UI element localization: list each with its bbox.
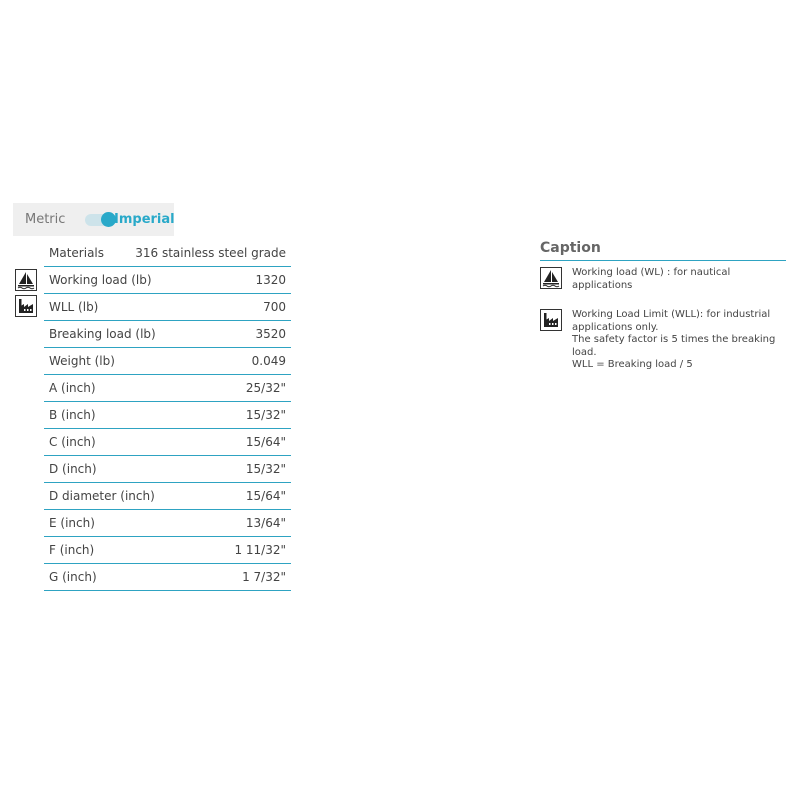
- spec-value: 1 11/32": [234, 543, 286, 557]
- spec-value: 1320: [255, 273, 286, 287]
- spec-value: 13/64": [245, 516, 286, 530]
- spec-label: D diameter (inch): [49, 489, 155, 503]
- spec-row-materials: [44, 240, 291, 267]
- spec-row-weight: [44, 348, 291, 375]
- spec-row-a: [44, 375, 291, 402]
- spec-label: Materials: [49, 246, 105, 260]
- spec-label: Breaking load (lb): [49, 327, 156, 341]
- spec-row-f: [44, 537, 291, 564]
- factory-icon: [15, 295, 37, 317]
- spec-label: E (inch): [49, 516, 95, 530]
- spec-value: 15/64": [245, 489, 286, 503]
- spec-value: 25/32": [245, 381, 286, 395]
- spec-row-e: [44, 510, 291, 537]
- spec-value: 700: [263, 300, 286, 314]
- spec-row-wll: [44, 294, 291, 321]
- spec-value: 15/32": [245, 408, 286, 422]
- spec-value: 3520: [255, 327, 286, 341]
- spec-label: Weight (lb): [49, 354, 115, 368]
- spec-label: F (inch): [49, 543, 95, 557]
- caption-item-working-load: [540, 267, 786, 292]
- spec-row-working-load: [44, 267, 291, 294]
- caption-panel: [540, 240, 786, 372]
- spec-label: A (inch): [49, 381, 96, 395]
- spec-value: 15/32": [245, 462, 286, 476]
- caption-text: Working load (WL) : for nautical: [572, 267, 731, 278]
- caption-text: The safety factor is 5 times the breaking: [572, 334, 776, 345]
- sailboat-icon: [15, 269, 37, 291]
- spec-label: WLL (lb): [49, 300, 99, 314]
- caption-text: load.: [572, 346, 597, 358]
- spec-label: C (inch): [49, 435, 96, 449]
- spec-table: [44, 240, 291, 591]
- caption-text: Working Load Limit (WLL): for industrial: [572, 309, 771, 320]
- factory-icon: [540, 309, 562, 331]
- caption-text: applications only.: [572, 321, 659, 333]
- metric-label[interactable]: Metric: [25, 212, 66, 227]
- spec-row-g: [44, 564, 291, 591]
- caption-item-wll: [540, 309, 786, 372]
- caption-title: Caption: [540, 240, 786, 261]
- caption-text: WLL = Breaking load / 5: [572, 359, 693, 370]
- spec-label: B (inch): [49, 408, 96, 422]
- spec-row-d-diameter: [44, 483, 291, 510]
- imperial-label[interactable]: Imperial: [114, 212, 175, 227]
- spec-value: 15/64": [245, 435, 286, 449]
- unit-switch[interactable]: [85, 212, 115, 227]
- spec-row-c: [44, 429, 291, 456]
- spec-label: G (inch): [49, 570, 97, 584]
- spec-row-b: [44, 402, 291, 429]
- spec-value: 316 stainless steel grade: [135, 246, 286, 260]
- spec-value: 1 7/32": [242, 570, 286, 584]
- sailboat-icon: [540, 267, 562, 289]
- spec-label: D (inch): [49, 462, 97, 476]
- spec-row-breaking-load: [44, 321, 291, 348]
- spec-value: 0.049: [251, 354, 286, 368]
- spec-label: Working load (lb): [49, 273, 152, 287]
- spec-row-d: [44, 456, 291, 483]
- caption-text: applications: [572, 279, 633, 291]
- unit-toggle: [13, 203, 174, 236]
